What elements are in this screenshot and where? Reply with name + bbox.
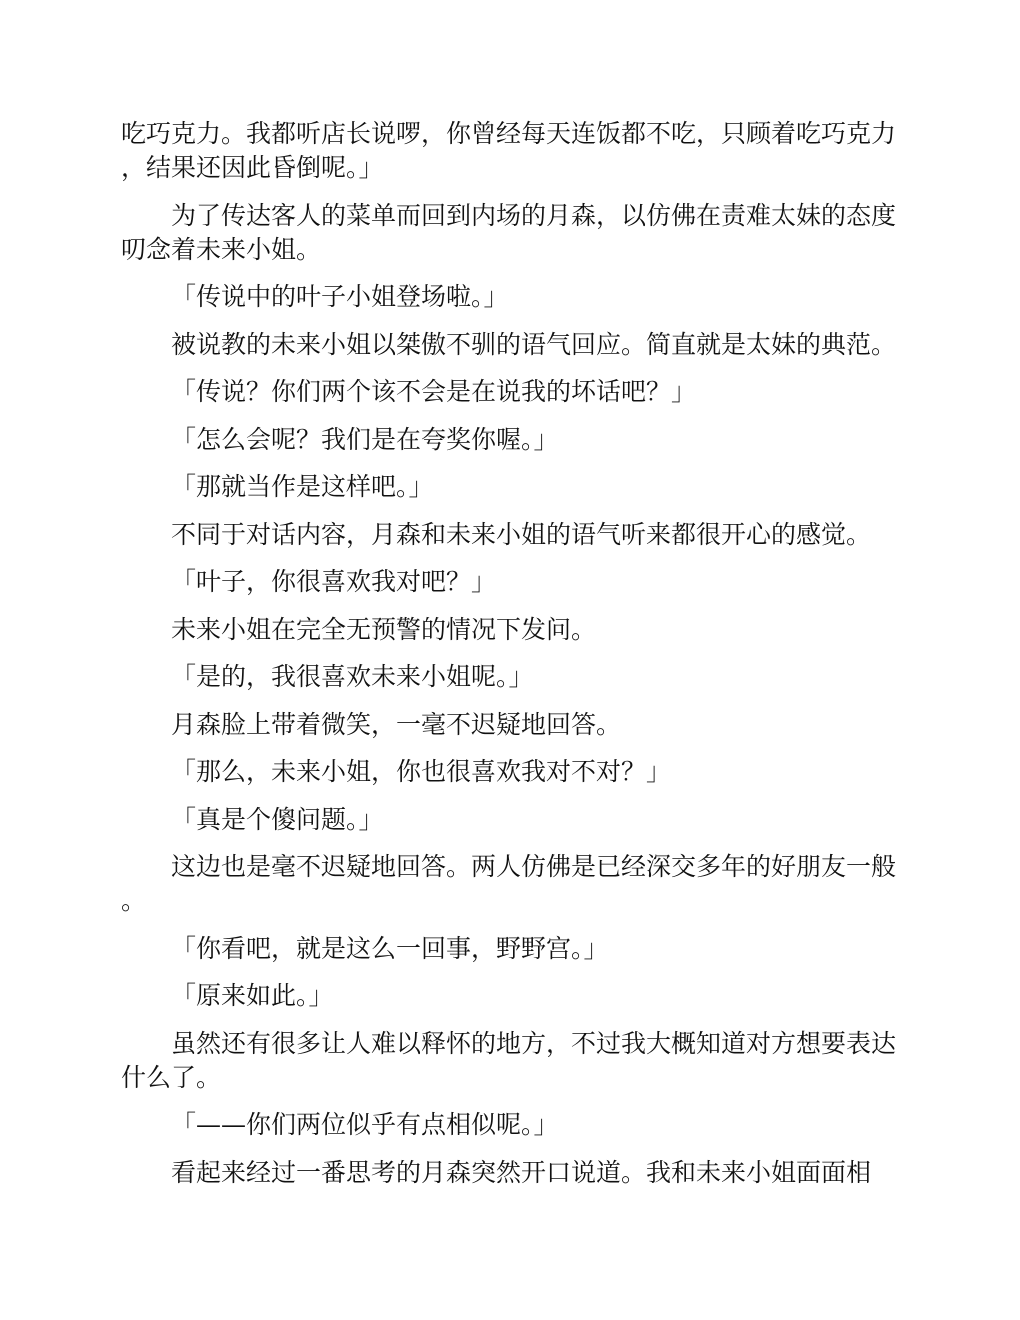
paragraph: 「传说？你们两个该不会是在说我的坏话吧？」 <box>171 377 697 406</box>
paragraph: 「怎么会呢？我们是在夸奖你喔。」 <box>171 424 559 454</box>
paragraph: 看起来经过一番思考的月森突然开口说道。我和未来小姐面面相 <box>171 1157 872 1187</box>
paragraph: 未来小姐在完全无预警的情况下发问。 <box>171 614 597 644</box>
paragraph: 「真是个傻问题。」 <box>171 804 384 834</box>
paragraph: 不同于对话内容，月森和未来小姐的语气听来都很开心的感觉。 <box>171 519 872 549</box>
paragraph: 吃巧克力。我都听店长说啰，你曾经每天连饭都不吃，只顾着吃巧克力，结果还因此昏倒呢。」 <box>121 119 897 182</box>
paragraph: 虽然还有很多让人难以释怀的地方，不过我大概知道对方想要表达什么了。 <box>121 1028 897 1092</box>
body-text <box>121 117 901 1203</box>
paragraph: 这边也是毫不迟疑地回答。两人仿佛是已经深交多年的好朋友一般。 <box>121 852 897 915</box>
paragraph: 「叶子，你很喜欢我对吧？」 <box>171 567 497 596</box>
paragraph: 「那就当作是这样吧。」 <box>171 472 434 501</box>
paragraph: 「——你们两位似乎有点相似呢。」 <box>171 1110 559 1139</box>
paragraph: 「传说中的叶子小姐登场啦。」 <box>171 282 509 311</box>
paragraph: 「是的，我很喜欢未来小姐呢。」 <box>171 662 534 691</box>
paragraph: 「原来如此。」 <box>171 981 334 1010</box>
paragraph: 被说教的未来小姐以桀傲不驯的语气回应。简直就是太妹的典范。 <box>171 329 897 359</box>
paragraph: 「你看吧，就是这么一回事，野野宫。」 <box>171 933 609 963</box>
paragraph: 「那么，未来小姐，你也很喜欢我对不对？」 <box>171 757 672 786</box>
paragraph: 月森脸上带着微笑，一毫不迟疑地回答。 <box>171 709 622 739</box>
paragraph: 为了传达客人的菜单而回到内场的月森，以仿佛在责难太妹的态度叨念着未来小姐。 <box>121 200 897 264</box>
